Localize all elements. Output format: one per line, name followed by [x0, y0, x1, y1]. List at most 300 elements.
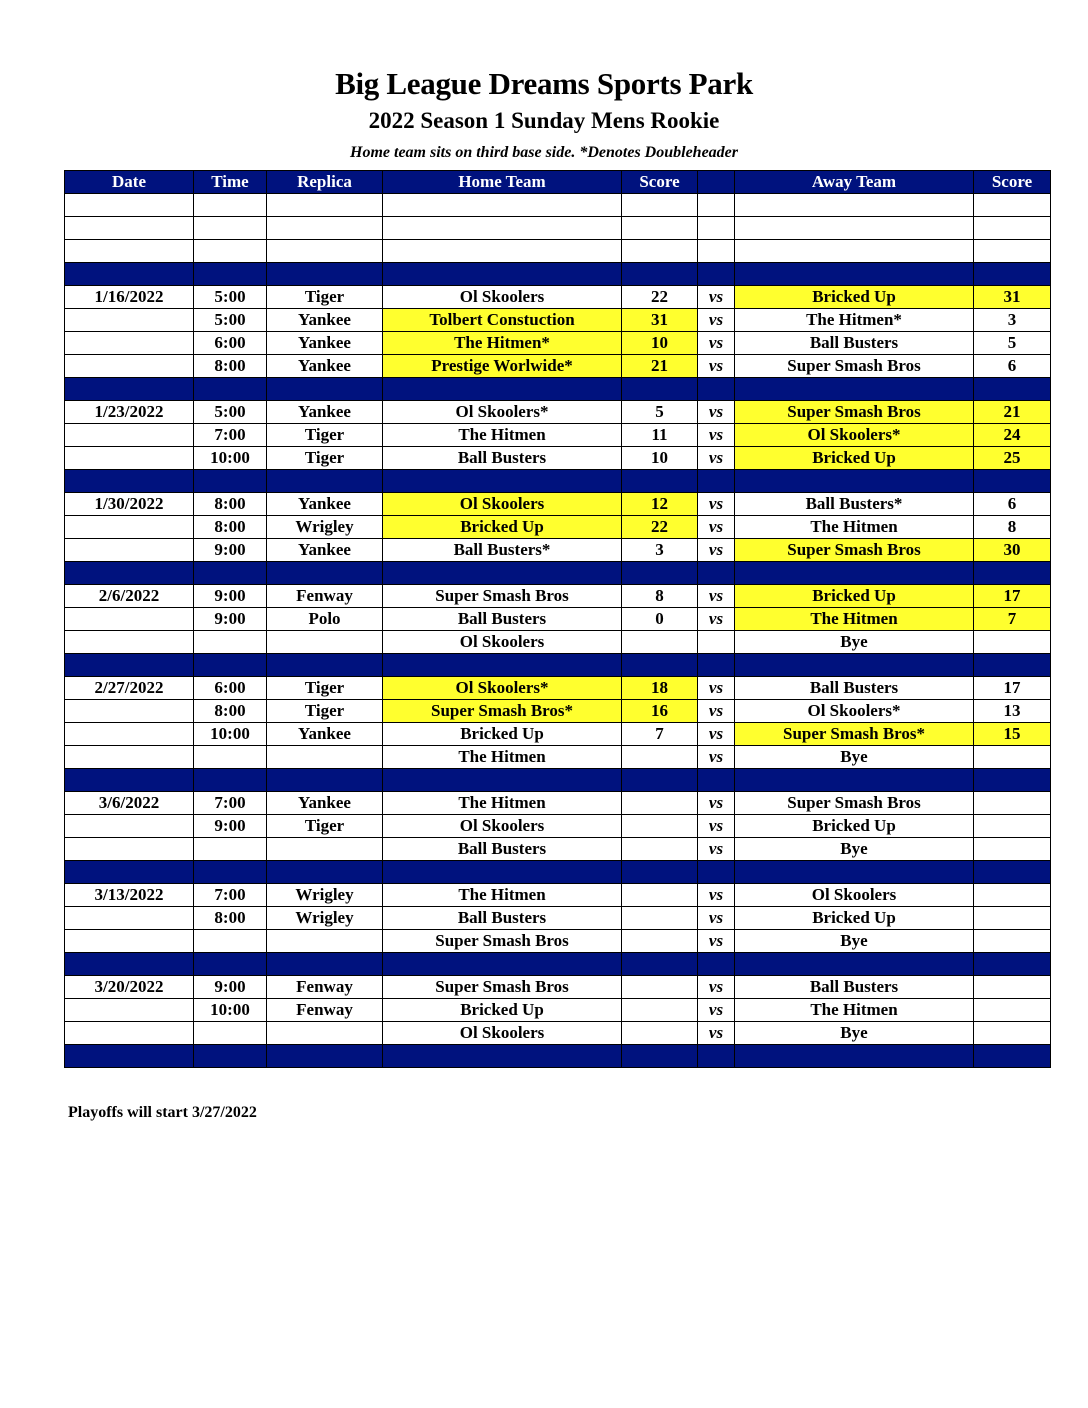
home-score-cell: 0	[622, 608, 698, 631]
date-cell	[65, 746, 194, 769]
away-team-cell: Ol Skoolers*	[735, 424, 974, 447]
away-score-cell: 3	[974, 309, 1051, 332]
away-score-cell	[974, 953, 1051, 976]
away-score-cell	[974, 838, 1051, 861]
home-team-cell: The Hitmen	[383, 884, 622, 907]
away-team-cell: The Hitmen	[735, 516, 974, 539]
date-cell	[65, 263, 194, 286]
away-score-cell	[974, 815, 1051, 838]
home-score-cell: 21	[622, 355, 698, 378]
home-score-cell: 3	[622, 539, 698, 562]
away-team-cell: Bye	[735, 838, 974, 861]
time-cell: 5:00	[194, 401, 267, 424]
home-score-cell	[622, 240, 698, 263]
replica-cell: Wrigley	[267, 907, 383, 930]
away-score-cell	[974, 194, 1051, 217]
home-team-cell: The Hitmen	[383, 746, 622, 769]
replica-cell	[267, 562, 383, 585]
away-score-cell	[974, 1022, 1051, 1045]
vs-cell: vs	[698, 999, 735, 1022]
date-cell	[65, 240, 194, 263]
table-row	[65, 585, 1051, 608]
time-cell: 7:00	[194, 884, 267, 907]
time-cell	[194, 953, 267, 976]
away-score-cell: 15	[974, 723, 1051, 746]
away-score-cell: 5	[974, 332, 1051, 355]
away-team-cell: Super Smash Bros	[735, 401, 974, 424]
time-cell	[194, 1045, 267, 1068]
home-team-cell: Ol Skoolers	[383, 631, 622, 654]
away-team-cell: Bricked Up	[735, 286, 974, 309]
date-cell	[65, 861, 194, 884]
vs-cell: vs	[698, 309, 735, 332]
away-team-cell: The Hitmen*	[735, 309, 974, 332]
home-score-cell	[622, 562, 698, 585]
home-score-cell	[622, 792, 698, 815]
away-team-cell	[735, 240, 974, 263]
replica-cell: Tiger	[267, 700, 383, 723]
home-score-cell	[622, 884, 698, 907]
date-cell	[65, 562, 194, 585]
home-score-cell: 16	[622, 700, 698, 723]
table-row	[65, 401, 1051, 424]
away-score-cell	[974, 217, 1051, 240]
replica-cell: Fenway	[267, 999, 383, 1022]
replica-cell	[267, 378, 383, 401]
home-team-cell	[383, 562, 622, 585]
vs-cell	[698, 769, 735, 792]
replica-cell	[267, 631, 383, 654]
date-cell	[65, 309, 194, 332]
time-cell: 7:00	[194, 424, 267, 447]
home-score-cell: 12	[622, 493, 698, 516]
home-team-cell	[383, 953, 622, 976]
replica-cell	[267, 470, 383, 493]
home-team-cell: Ol Skoolers*	[383, 401, 622, 424]
col-header-vs	[698, 171, 735, 194]
replica-cell: Yankee	[267, 355, 383, 378]
away-team-cell: The Hitmen	[735, 608, 974, 631]
date-cell	[65, 723, 194, 746]
away-team-cell: Bye	[735, 1022, 974, 1045]
date-cell	[65, 378, 194, 401]
table-row	[65, 999, 1051, 1022]
date-cell	[65, 769, 194, 792]
home-score-cell: 10	[622, 447, 698, 470]
table-row	[65, 792, 1051, 815]
away-team-cell: Super Smash Bros	[735, 355, 974, 378]
time-cell	[194, 470, 267, 493]
away-score-cell	[974, 1045, 1051, 1068]
schedule-table	[64, 170, 1051, 1068]
week-separator-row	[65, 263, 1051, 286]
home-team-cell: Ball Busters	[383, 838, 622, 861]
vs-cell	[698, 654, 735, 677]
away-score-cell: 24	[974, 424, 1051, 447]
date-cell	[65, 1045, 194, 1068]
away-score-cell	[974, 907, 1051, 930]
table-row	[65, 700, 1051, 723]
table-row	[65, 608, 1051, 631]
away-team-cell: Ol Skoolers	[735, 884, 974, 907]
date-cell: 3/6/2022	[65, 792, 194, 815]
away-score-cell	[974, 976, 1051, 999]
time-cell: 8:00	[194, 700, 267, 723]
replica-cell	[267, 769, 383, 792]
away-team-cell	[735, 861, 974, 884]
away-team-cell: The Hitmen	[735, 999, 974, 1022]
home-team-cell	[383, 378, 622, 401]
home-score-cell	[622, 769, 698, 792]
away-score-cell	[974, 470, 1051, 493]
home-team-cell: Super Smash Bros	[383, 585, 622, 608]
away-score-cell: 8	[974, 516, 1051, 539]
home-score-cell	[622, 976, 698, 999]
away-team-cell: Bricked Up	[735, 907, 974, 930]
home-score-cell	[622, 217, 698, 240]
table-row	[65, 539, 1051, 562]
blank-row	[65, 217, 1051, 240]
home-team-cell: Ball Busters	[383, 907, 622, 930]
date-cell: 1/30/2022	[65, 493, 194, 516]
date-cell	[65, 631, 194, 654]
col-header-replica: Replica	[267, 171, 383, 194]
home-score-cell: 5	[622, 401, 698, 424]
date-cell	[65, 700, 194, 723]
home-score-cell: 22	[622, 516, 698, 539]
away-team-cell: Super Smash Bros	[735, 539, 974, 562]
date-cell: 1/23/2022	[65, 401, 194, 424]
home-team-cell	[383, 769, 622, 792]
home-team-cell: Ball Busters	[383, 447, 622, 470]
time-cell: 6:00	[194, 677, 267, 700]
replica-cell: Yankee	[267, 401, 383, 424]
home-team-cell: Ol Skoolers	[383, 286, 622, 309]
time-cell: 10:00	[194, 723, 267, 746]
blank-row	[65, 240, 1051, 263]
date-cell	[65, 1022, 194, 1045]
date-cell	[65, 217, 194, 240]
home-score-cell	[622, 631, 698, 654]
vs-cell: vs	[698, 700, 735, 723]
away-score-cell: 30	[974, 539, 1051, 562]
home-score-cell	[622, 1022, 698, 1045]
date-cell	[65, 907, 194, 930]
home-score-cell: 8	[622, 585, 698, 608]
away-team-cell	[735, 194, 974, 217]
week-separator-row	[65, 769, 1051, 792]
date-cell	[65, 332, 194, 355]
vs-cell: vs	[698, 539, 735, 562]
table-row	[65, 286, 1051, 309]
date-cell	[65, 424, 194, 447]
time-cell	[194, 1022, 267, 1045]
page-title: Big League Dreams Sports Park	[335, 66, 753, 101]
time-cell	[194, 930, 267, 953]
time-cell	[194, 240, 267, 263]
away-team-cell	[735, 953, 974, 976]
away-score-cell: 21	[974, 401, 1051, 424]
vs-cell	[698, 953, 735, 976]
away-team-cell: Ball Busters	[735, 976, 974, 999]
home-team-cell	[383, 1045, 622, 1068]
away-team-cell: Bricked Up	[735, 447, 974, 470]
home-score-cell: 10	[622, 332, 698, 355]
replica-cell: Yankee	[267, 493, 383, 516]
replica-cell: Fenway	[267, 976, 383, 999]
away-score-cell: 7	[974, 608, 1051, 631]
away-team-cell: Super Smash Bros*	[735, 723, 974, 746]
table-row	[65, 838, 1051, 861]
away-team-cell	[735, 470, 974, 493]
table-row	[65, 677, 1051, 700]
away-score-cell: 6	[974, 355, 1051, 378]
vs-cell: vs	[698, 792, 735, 815]
home-score-cell	[622, 654, 698, 677]
table-row	[65, 723, 1051, 746]
vs-cell: vs	[698, 493, 735, 516]
vs-cell	[698, 240, 735, 263]
away-team-cell: Bye	[735, 631, 974, 654]
replica-cell: Tiger	[267, 447, 383, 470]
date-cell	[65, 953, 194, 976]
replica-cell	[267, 746, 383, 769]
vs-cell: vs	[698, 516, 735, 539]
time-cell	[194, 562, 267, 585]
home-team-cell	[383, 240, 622, 263]
table-header-row	[65, 171, 1051, 194]
replica-cell: Wrigley	[267, 884, 383, 907]
away-score-cell	[974, 792, 1051, 815]
vs-cell	[698, 861, 735, 884]
blank-row	[65, 194, 1051, 217]
home-team-cell	[383, 194, 622, 217]
table-row	[65, 493, 1051, 516]
replica-cell	[267, 838, 383, 861]
replica-cell	[267, 194, 383, 217]
time-cell	[194, 631, 267, 654]
time-cell: 8:00	[194, 516, 267, 539]
replica-cell: Fenway	[267, 585, 383, 608]
away-score-cell: 17	[974, 677, 1051, 700]
replica-cell	[267, 953, 383, 976]
vs-cell	[698, 631, 735, 654]
time-cell: 8:00	[194, 907, 267, 930]
time-cell: 9:00	[194, 815, 267, 838]
home-team-cell: Ol Skoolers	[383, 493, 622, 516]
date-cell: 3/20/2022	[65, 976, 194, 999]
vs-cell: vs	[698, 677, 735, 700]
vs-cell: vs	[698, 907, 735, 930]
date-cell: 3/13/2022	[65, 884, 194, 907]
table-row	[65, 447, 1051, 470]
vs-cell	[698, 263, 735, 286]
date-cell	[65, 608, 194, 631]
playoffs-note: Playoffs will start 3/27/2022	[68, 1104, 257, 1121]
date-cell	[65, 539, 194, 562]
time-cell: 8:00	[194, 493, 267, 516]
replica-cell: Yankee	[267, 723, 383, 746]
away-team-cell: Super Smash Bros	[735, 792, 974, 815]
replica-cell	[267, 1045, 383, 1068]
home-team-cell	[383, 861, 622, 884]
table-row	[65, 332, 1051, 355]
away-score-cell	[974, 884, 1051, 907]
replica-cell: Polo	[267, 608, 383, 631]
away-team-cell: Bricked Up	[735, 815, 974, 838]
time-cell: 9:00	[194, 608, 267, 631]
time-cell: 6:00	[194, 332, 267, 355]
vs-cell: vs	[698, 355, 735, 378]
vs-cell: vs	[698, 930, 735, 953]
vs-cell: vs	[698, 286, 735, 309]
date-cell	[65, 838, 194, 861]
vs-cell: vs	[698, 746, 735, 769]
vs-cell: vs	[698, 401, 735, 424]
replica-cell	[267, 217, 383, 240]
replica-cell: Tiger	[267, 286, 383, 309]
home-score-cell	[622, 930, 698, 953]
home-team-cell: Ol Skoolers*	[383, 677, 622, 700]
date-cell	[65, 447, 194, 470]
date-cell: 2/27/2022	[65, 677, 194, 700]
vs-cell	[698, 378, 735, 401]
away-team-cell: Bricked Up	[735, 585, 974, 608]
home-score-cell: 22	[622, 286, 698, 309]
replica-cell: Yankee	[267, 539, 383, 562]
vs-cell: vs	[698, 447, 735, 470]
home-team-cell: Ol Skoolers	[383, 815, 622, 838]
col-header-away-score: Score	[974, 171, 1051, 194]
table-row	[65, 884, 1051, 907]
vs-cell: vs	[698, 976, 735, 999]
time-cell	[194, 194, 267, 217]
time-cell	[194, 838, 267, 861]
date-cell	[65, 470, 194, 493]
date-cell	[65, 815, 194, 838]
date-cell	[65, 516, 194, 539]
time-cell: 9:00	[194, 976, 267, 999]
home-team-cell: Super Smash Bros	[383, 930, 622, 953]
time-cell: 5:00	[194, 286, 267, 309]
home-score-cell: 18	[622, 677, 698, 700]
time-cell	[194, 217, 267, 240]
table-row	[65, 631, 1051, 654]
away-score-cell: 25	[974, 447, 1051, 470]
away-team-cell	[735, 263, 974, 286]
home-team-cell: Ball Busters*	[383, 539, 622, 562]
away-score-cell: 17	[974, 585, 1051, 608]
week-separator-row	[65, 953, 1051, 976]
vs-cell: vs	[698, 1022, 735, 1045]
away-score-cell	[974, 861, 1051, 884]
time-cell	[194, 378, 267, 401]
week-separator-row	[65, 1045, 1051, 1068]
away-score-cell: 6	[974, 493, 1051, 516]
away-score-cell	[974, 746, 1051, 769]
table-row	[65, 516, 1051, 539]
home-team-cell	[383, 217, 622, 240]
home-score-cell	[622, 953, 698, 976]
home-score-cell	[622, 470, 698, 493]
time-cell: 8:00	[194, 355, 267, 378]
home-score-cell	[622, 194, 698, 217]
home-score-cell: 11	[622, 424, 698, 447]
time-cell: 9:00	[194, 585, 267, 608]
away-team-cell	[735, 1045, 974, 1068]
date-cell: 1/16/2022	[65, 286, 194, 309]
away-score-cell	[974, 999, 1051, 1022]
vs-cell	[698, 1045, 735, 1068]
away-team-cell	[735, 654, 974, 677]
vs-cell: vs	[698, 723, 735, 746]
replica-cell	[267, 930, 383, 953]
table-row	[65, 309, 1051, 332]
week-separator-row	[65, 378, 1051, 401]
home-score-cell	[622, 999, 698, 1022]
time-cell: 7:00	[194, 792, 267, 815]
time-cell: 5:00	[194, 309, 267, 332]
home-team-cell	[383, 654, 622, 677]
home-score-cell	[622, 861, 698, 884]
table-row	[65, 355, 1051, 378]
replica-cell: Tiger	[267, 815, 383, 838]
schedule-body	[65, 194, 1051, 1068]
time-cell	[194, 861, 267, 884]
col-header-home-score: Score	[622, 171, 698, 194]
vs-cell	[698, 470, 735, 493]
home-team-cell: Bricked Up	[383, 999, 622, 1022]
home-score-cell: 31	[622, 309, 698, 332]
home-score-cell	[622, 746, 698, 769]
home-team-cell: Prestige Worlwide*	[383, 355, 622, 378]
time-cell	[194, 746, 267, 769]
replica-cell: Tiger	[267, 677, 383, 700]
replica-cell	[267, 240, 383, 263]
away-score-cell: 13	[974, 700, 1051, 723]
away-team-cell: Ball Busters	[735, 677, 974, 700]
vs-cell: vs	[698, 608, 735, 631]
home-team-cell: Bricked Up	[383, 723, 622, 746]
vs-cell	[698, 194, 735, 217]
home-team-cell	[383, 470, 622, 493]
home-team-cell: Tolbert Constuction	[383, 309, 622, 332]
away-score-cell	[974, 769, 1051, 792]
home-team-cell: Ball Busters	[383, 608, 622, 631]
date-cell	[65, 194, 194, 217]
home-score-cell	[622, 907, 698, 930]
away-team-cell	[735, 217, 974, 240]
home-score-cell	[622, 263, 698, 286]
date-cell	[65, 355, 194, 378]
time-cell	[194, 769, 267, 792]
vs-cell: vs	[698, 884, 735, 907]
vs-cell: vs	[698, 332, 735, 355]
page-subtitle: 2022 Season 1 Sunday Mens Rookie	[368, 108, 720, 133]
away-team-cell	[735, 769, 974, 792]
time-cell	[194, 654, 267, 677]
home-team-cell: The Hitmen	[383, 792, 622, 815]
replica-cell: Yankee	[267, 332, 383, 355]
away-score-cell	[974, 240, 1051, 263]
away-team-cell: Ol Skoolers*	[735, 700, 974, 723]
replica-cell	[267, 861, 383, 884]
away-score-cell	[974, 631, 1051, 654]
replica-cell: Yankee	[267, 309, 383, 332]
date-cell	[65, 999, 194, 1022]
replica-cell: Tiger	[267, 424, 383, 447]
vs-cell: vs	[698, 838, 735, 861]
